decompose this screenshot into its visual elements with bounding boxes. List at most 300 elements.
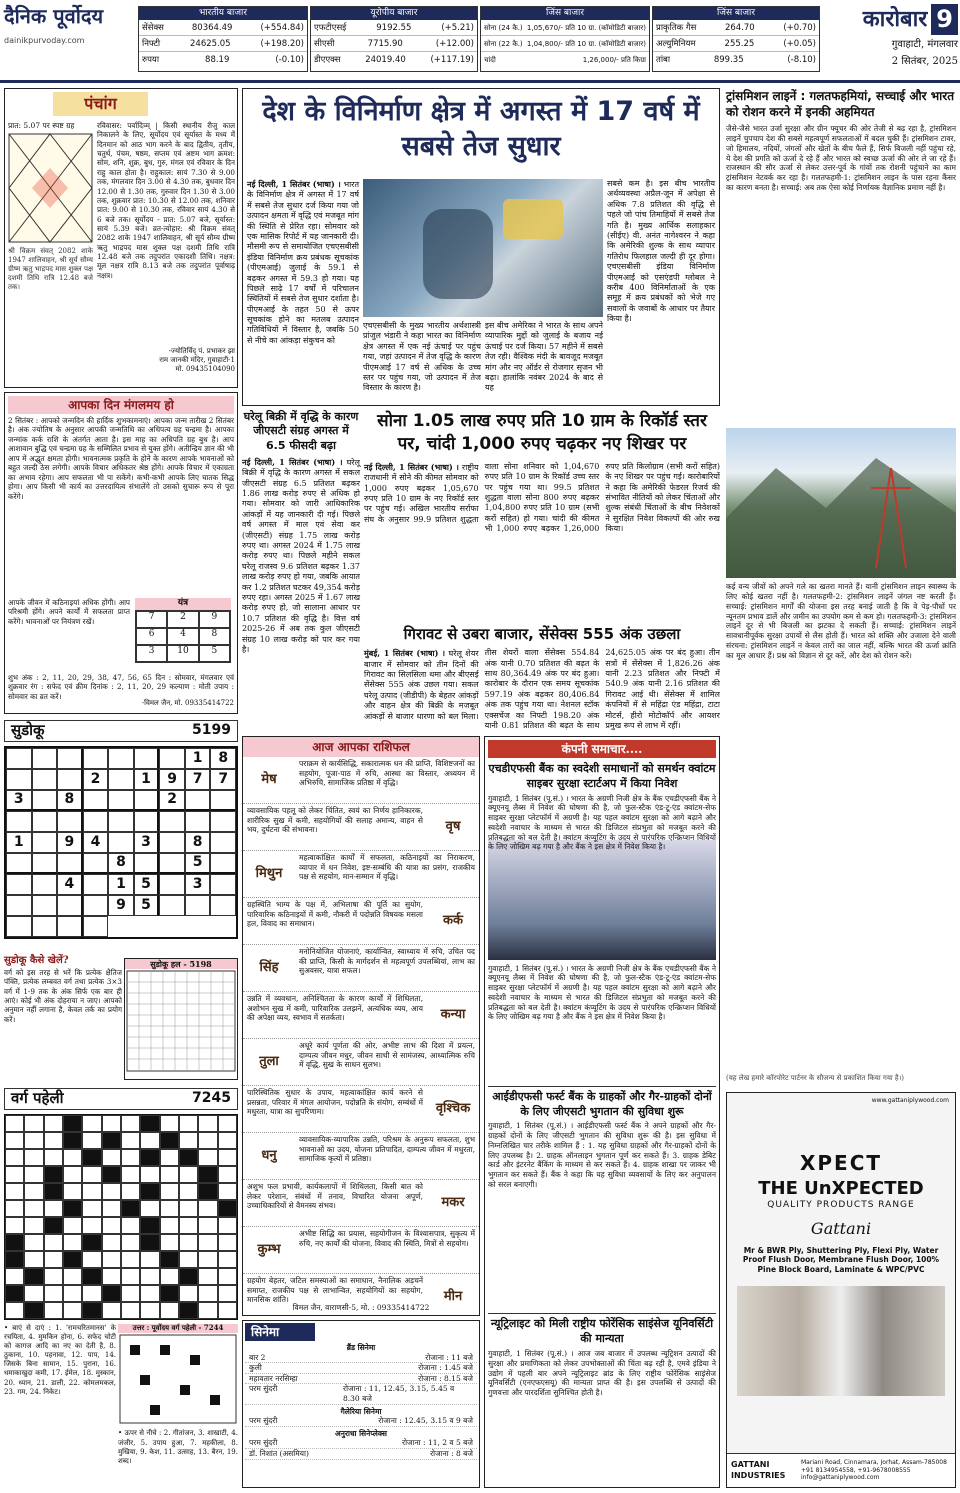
sudoku-cell[interactable]: 8 <box>210 748 236 769</box>
crossword-cell[interactable] <box>121 1149 140 1166</box>
crossword-cell[interactable] <box>198 1149 217 1166</box>
section-name: कारोबार <box>862 6 928 33</box>
rashifal-author: विमल जैन, वाराणसी-5, मो. : 09335414722 <box>292 1303 430 1313</box>
crossword-cell[interactable] <box>121 1285 140 1302</box>
crossword-cell <box>5 1234 24 1251</box>
sudoku-cell[interactable] <box>57 853 83 874</box>
sudoku-cell[interactable] <box>6 874 32 895</box>
sudoku-cell[interactable] <box>32 811 58 832</box>
crossword-cell[interactable] <box>179 1115 198 1132</box>
transmission-story <box>726 88 956 1088</box>
crossword-cell[interactable] <box>160 1183 179 1200</box>
mangal-extra: आपके जीवन में कठिनाइयां अधिक होंगी। आप परिश्रमी होंगे। अपने कार्यों में सफलता प्राप्त करेंगे। भावनाओं पर नियंत्रण रखें। <box>8 598 130 626</box>
crossword-cell[interactable] <box>44 1200 63 1217</box>
crossword-cell[interactable] <box>24 1200 43 1217</box>
rashi-sign-name: मकर <box>441 1194 465 1210</box>
crossword-cell[interactable] <box>5 1200 24 1217</box>
film-time: रोजाना : 11, 12.45, 3.15, 5.45 व 8.30 बजे <box>343 1384 455 1403</box>
crossword-cell[interactable] <box>179 1285 198 1302</box>
mangal-text: 2 सितंबर : आपको जन्मदिन की हार्दिक शुभकामनाएं। आपका जन्म तारीख 2 सितंबर है। अंक ज्योतिष के अनुसार आपकी जन्मतिथि का अधिपत्य ग्रह चन्द्रमा है। आपका जन्मांक कर्क राशि के अंतर्गत आता है। इस माह का अधिपति ग्रह बुध है। आप आशावान बुद्धि एवं चन्द्रमा ग्रह के सम्मिलित प्रभाव से युक्त होंगे। अतीन्द्रिय ज्ञान की भी आप में अद्भुत क्षमता होगी। भावनात्मक प्रकृति के होने के कारण आपके भावनाओं को बहुत जल्दी ठेस लगेगी। आपके विचार अधिकतर श्रेष्ठ होंगे। आपके विचार में एकाग्रता का अभाव रहेगा। आप सफलता भी पा सकेंगे। कभी-कभी आपके लिए घातक सिद्ध होगा। आप किसी भी कार्य का उत्तरदायित्व संभालेंगे तो उसको सुचारू रूप से पूरा करेंगे। <box>8 416 234 501</box>
crossword-cell[interactable] <box>218 1166 237 1183</box>
sudoku-cell[interactable] <box>134 853 160 874</box>
crossword-cell[interactable] <box>63 1217 82 1234</box>
company-text-1b: गुवाहाटी, 1 सितंबर (पू.सं.) । भारत के अग्रणी निजी क्षेत्र के बैंक एचडीएफसी बैंक ने क्यूएनयू लैब्स में निवेश की घोषणा की है, जो फुल-स्टैक एंड-टू-एंड क्वांटम-सेफ साइबर सुरक्षा प्लेटफॉर्म में अग्रणी है। यह पहल क्वांटम सुरक्षा को आगे बढ़ाने और स्वदेशी नवाचार के माध्यम से भारत की डिजिटल संप्रभुता को मजबूत करने की प्रतिबद्धता को बल देती है। क्वांटम कंप्यूटिंग के उदय से पारंपरिक एन्क्रिप्शन विधियों के लिए जोखिम बढ़ गया है और बैंक ने इस क्षेत्र में निवेश किया है। <box>488 963 716 1022</box>
sudoku-solution-title: सुडोकू हल - 5198 <box>125 959 237 969</box>
rashi-sign-name: कुम्भ <box>257 1241 281 1257</box>
crossword-cell[interactable] <box>63 1268 82 1285</box>
sudoku-cell[interactable]: 1 <box>108 874 134 895</box>
crossword-cell[interactable] <box>121 1234 140 1251</box>
crossword-cell[interactable] <box>102 1115 121 1132</box>
crossword-cell[interactable] <box>198 1200 217 1217</box>
sudoku-cell[interactable] <box>108 832 134 853</box>
crossword-cell[interactable] <box>5 1268 24 1285</box>
rashifal-box <box>242 736 480 1316</box>
crossword-cell[interactable] <box>44 1251 63 1268</box>
sudoku-howto <box>4 955 122 1085</box>
sudoku-cell[interactable] <box>134 811 160 832</box>
crossword-cell[interactable] <box>82 1183 101 1200</box>
sudoku-cell[interactable] <box>6 895 32 916</box>
sudoku-cell[interactable] <box>108 769 134 790</box>
crossword-cell[interactable] <box>63 1302 82 1319</box>
market-story <box>364 624 720 734</box>
sudoku-cell[interactable]: 8 <box>108 853 134 874</box>
rashi-row <box>243 898 479 945</box>
crossword-cell[interactable] <box>218 1149 237 1166</box>
sudoku-cell[interactable]: 9 <box>108 895 134 916</box>
ad-website[interactable]: www.gattaniplywood.com <box>871 1097 949 1104</box>
sudoku-cell[interactable] <box>83 790 109 811</box>
sudoku-cell[interactable] <box>32 832 58 853</box>
ad-email[interactable]: info@gattaniplywood.com <box>801 1474 880 1482</box>
sudoku-cell[interactable] <box>159 748 185 769</box>
cinema-film-row <box>245 1384 477 1404</box>
crossword-cell <box>160 1285 179 1302</box>
rashi-sign-name: वृष <box>445 818 461 834</box>
sudoku-cell[interactable] <box>134 790 160 811</box>
crossword-cell <box>160 1251 179 1268</box>
sudoku-cell[interactable]: 9 <box>57 832 83 853</box>
gst-story <box>242 410 360 730</box>
crossword-cell[interactable] <box>121 1302 140 1319</box>
crossword-cell[interactable] <box>140 1302 159 1319</box>
panchang-address: राम जानकी मंदिर, गुवाहाटी-1 <box>159 355 235 364</box>
crossword-cell[interactable] <box>140 1132 159 1149</box>
mangal-author: -विमल जैन, मो. 09335414722 <box>141 699 234 707</box>
crossword-cell[interactable] <box>82 1285 101 1302</box>
crossword-cell <box>63 1132 82 1149</box>
rashi-row <box>243 757 479 804</box>
crossword-cell <box>63 1115 82 1132</box>
crossword-cell[interactable] <box>121 1115 140 1132</box>
sudoku-cell[interactable] <box>6 748 32 769</box>
crossword-cell[interactable] <box>179 1132 198 1149</box>
crossword-cell <box>82 1268 101 1285</box>
crossword-cell[interactable] <box>160 1115 179 1132</box>
crossword-cell[interactable] <box>121 1268 140 1285</box>
rashi-text: उन्नति में व्यवधान, अनिश्चितता के कारण कार्यों में शिथिलता, अशोभन सुख में कमी, पारिवारिक उलझनें, अत्यधिक व्यय, आय की अपेक्षा व्यय, स्वभाव में सतर्कता। <box>247 994 423 1023</box>
crossword-cell[interactable] <box>179 1217 198 1234</box>
sudoku-cell[interactable]: 5 <box>134 895 160 916</box>
sudoku-title: सुडोकू <box>11 721 45 740</box>
sudoku-cell[interactable] <box>134 748 160 769</box>
sudoku-cell[interactable] <box>57 895 83 916</box>
company-box <box>484 736 720 1488</box>
market-title: जिंस बाजार <box>653 7 819 20</box>
crossword-cell[interactable] <box>82 1132 101 1149</box>
crossword-cell[interactable] <box>44 1268 63 1285</box>
crossword-cell[interactable] <box>24 1166 43 1183</box>
crossword-cell[interactable] <box>102 1183 121 1200</box>
sudoku-cell[interactable] <box>83 853 109 874</box>
rashi-text: मनोनियोजित योजनाएं, कार्यान्वित, स्वाध्याय में रुचि, उचित पद की प्राप्ति, किसी के मार्गदर्शन से महत्वपूर्ण उपलब्धियां, लाभ का सुअवसर, यात्रा सफल। <box>299 947 475 976</box>
crossword-cell[interactable] <box>82 1115 101 1132</box>
market-row: अल्युमिनियम 255.25 (+0.05) <box>653 36 819 52</box>
transmission-headline: ट्रांसमिशन लाइनें : गलतफहमियां, सच्चाई और भारत को रोशन करने में इनकी अहमियत <box>726 89 955 120</box>
rashi-row <box>243 1180 479 1227</box>
sudoku-cell[interactable]: 8 <box>185 832 211 853</box>
market-title: जिंस बाजार <box>481 7 649 20</box>
sudoku-cell[interactable] <box>185 895 211 916</box>
cinema-film-row <box>245 1438 477 1449</box>
sudoku-cell[interactable] <box>185 811 211 832</box>
crossword-cell[interactable] <box>5 1183 24 1200</box>
crossword-cell[interactable] <box>140 1268 159 1285</box>
sudoku-cell[interactable] <box>6 769 32 790</box>
crossword-cell <box>198 1183 217 1200</box>
market-row: सोना (24 कै.) 1,05,670/- प्रति 10 ग्रा. (कॉमोडिटी बाजार) <box>481 20 649 36</box>
crossword-cell[interactable] <box>5 1115 24 1132</box>
sudoku-cell[interactable]: 4 <box>57 874 83 895</box>
crossword-cell[interactable] <box>102 1200 121 1217</box>
crossword-cell <box>140 1217 159 1234</box>
ad-line-1: XPECT <box>799 1151 883 1175</box>
sudoku-cell[interactable] <box>57 748 83 769</box>
market-row: सेंसेक्स 80364.49 (+554.84) <box>139 20 307 36</box>
crossword-cell[interactable] <box>102 1302 121 1319</box>
crossword-cell[interactable] <box>5 1217 24 1234</box>
crossword-cell[interactable] <box>24 1251 43 1268</box>
crossword-cell[interactable] <box>218 1302 237 1319</box>
crossword-cell[interactable] <box>24 1234 43 1251</box>
crossword-cell[interactable] <box>121 1166 140 1183</box>
sudoku-cell[interactable] <box>32 853 58 874</box>
sudoku-cell[interactable] <box>32 874 58 895</box>
crossword-clues-down: • ऊपर से नीचे : 2. गीतांजन, 3. शाखाटी, 4. जंजीर, 5. उपाय हुआ, 7. महकीला, 8. मुखिया, 9. केश, 11. उत्साह, 13. बैरन, 19. शब्द। <box>118 1429 238 1465</box>
ad-product-image <box>737 1286 945 1396</box>
crossword-cell[interactable] <box>140 1200 159 1217</box>
gst-dateline: नई दिल्ली, 1 सितंबर (भाषा) । <box>242 456 343 467</box>
crossword-cell[interactable] <box>179 1234 198 1251</box>
crossword-cell[interactable] <box>5 1166 24 1183</box>
sudoku-cell[interactable] <box>32 895 58 916</box>
crossword-cell[interactable] <box>198 1132 217 1149</box>
masthead-site[interactable]: dainikpurvoday.com <box>4 35 85 45</box>
crossword-box <box>4 1088 238 1488</box>
sudoku-cell[interactable] <box>6 811 32 832</box>
crossword-cell[interactable] <box>160 1149 179 1166</box>
market-row: सोना (22 कै.) 1,04,800/- प्रति 10 ग्रा. (कॉमोडिटी बाजार) <box>481 36 649 52</box>
crossword-cell[interactable] <box>218 1132 237 1149</box>
crossword-grid[interactable] <box>4 1114 238 1320</box>
sudoku-cell[interactable] <box>210 832 236 853</box>
crossword-cell <box>198 1166 217 1183</box>
cinema-title: सिनेमा <box>245 1323 315 1341</box>
sudoku-cell[interactable]: 9 <box>159 769 185 790</box>
market-box-commodity <box>480 6 650 72</box>
gold-body <box>364 462 720 610</box>
sudoku-cell[interactable] <box>57 811 83 832</box>
market-body <box>364 648 720 732</box>
gold-text: राष्ट्रीय राजधानी में सोने की कीमत सोमवार को 1,000 रुपए बढ़कर 1,05,670 रुपए प्रति 10 ग्राम के नए रिकॉर्ड स्तर पर पहुंच गई। अखिल भारतीय सर्राफा संघ के अनुसार 99.9 प्रतिशत शुद्धता वाला सोना शनिवार को 1,04,670 रुपए प्रति 10 ग्राम के रिकॉर्ड उच्च स्तर पर पहुंच गया था। 99.5 प्रतिशत शुद्धता वाला सोना 800 रुपए बढ़कर 1,04,800 रुपए प्रति 10 ग्राम (सभी करों सहित) हो गया। चांदी की कीमत भी 1,000 रुपए बढ़कर 1,26,000 रुपए प्रति किलोग्राम (सभी करों सहित) के नए शिखर पर पहुंच गई। कारोबारियों ने कहा कि अमेरिकी फेडरल रिजर्व की संभावित नीतियों को लेकर चिंताओं और शुल्क संबंधी चिंताओं के बीच निवेशकों ने सुरक्षित निवेश विकल्पों की ओर रुख किया। <box>364 461 720 534</box>
sudoku-cell[interactable]: 1 <box>134 769 160 790</box>
sudoku-cell[interactable] <box>159 874 185 895</box>
sudoku-cell[interactable] <box>83 748 109 769</box>
sudoku-box <box>4 720 238 958</box>
sudoku-cell[interactable]: 1 <box>185 748 211 769</box>
crossword-cell[interactable] <box>121 1183 140 1200</box>
crossword-cell <box>102 1132 121 1149</box>
crossword-cell[interactable] <box>198 1268 217 1285</box>
sudoku-cell[interactable]: 8 <box>57 790 83 811</box>
crossword-cell[interactable] <box>82 1251 101 1268</box>
rashi-sign-name: कर्क <box>443 912 463 928</box>
rashifal-list <box>243 757 479 1321</box>
yantra <box>135 598 231 670</box>
sudoku-cell[interactable]: 1 <box>6 832 32 853</box>
company-headline-3: न्यूट्रिलाइट को मिली राष्ट्रीय फोरेंसिक साइंसेज यूनिवर्सिटी की मान्यता <box>488 1313 716 1347</box>
yantra-cell: 10 <box>167 645 198 662</box>
crossword-cell[interactable] <box>179 1251 198 1268</box>
sudoku-cell[interactable]: 5 <box>134 874 160 895</box>
gattani-ad[interactable] <box>726 1092 956 1488</box>
lead-col-1-text: भारत के विनिर्माण क्षेत्र में अगस्त में 17 वर्ष में सबसे तेज सुधार दर्ज किया गया जो उत्पादन क्षमता में वृद्धि एवं मजबूत मांग की स्थिति से प्रेरित रहा। सोमवार को एक मासिक रिपोर्ट में यह जानकारी दी। मौसमी रूप से समायोजित एचएसबीसी इंडिया विनिर्माण क्रय प्रबंधक सूचकांक (पीएमआई) जुलाई के 59.1 से बढ़कर अगस्त में 59.3 हो गया। यह पिछले साढ़े 17 वर्षों में परिचालन स्थितियों में सबसे तेज सुधार दर्शाता है। पीएमआई के तहत 50 से ऊपर सूचकांक होने का मतलब उत्पादन गतिविधियों में विस्तार है, जबकि 50 से नीचे का आंकड़ा संकुचन को <box>247 180 360 345</box>
crossword-cell[interactable] <box>63 1285 82 1302</box>
crossword-cell[interactable] <box>198 1217 217 1234</box>
sudoku-cell[interactable] <box>210 853 236 874</box>
sudoku-cell[interactable]: 7 <box>210 769 236 790</box>
crossword-cell[interactable] <box>160 1302 179 1319</box>
rashi-sign-name: मिथुन <box>255 865 283 881</box>
lead-col-3: इस बीच अमेरिका ने भारत के साथ अपने व्यापारिक मुद्दों को जुलाई के बजाय नई ऊंचाई पर दर्ज किया। 57 महीने में सबसे तेज रही। वैश्विक मंदी के बावजूद मजबूत मांग और नए ऑर्डर से रोजगार सृजन भी बढ़ा। हालांकि नवंबर 2024 के बाद से यह <box>485 321 603 393</box>
sudoku-cell[interactable] <box>108 811 134 832</box>
crossword-cell[interactable] <box>218 1285 237 1302</box>
sudoku-grid[interactable] <box>4 746 238 939</box>
market-row: रुपया 88.19 (-0.10) <box>142 55 304 65</box>
transmission-text-2: कई वन्य जीवों को अपने गले का खतरा मानते हैं। यानी ट्रांसमिशन लाइन स्वास्थ्य के लिए कोई खतरा नहीं है। गलतफहमी-2: ट्रांसमिशन लाइनें जंगल नष्ट करती हैं। सच्चाई: ट्रांसमिशन मार्गों की योजना इस तरह बनाई जाती है कि वे पेड़-पौधों पर न्यूनतम प्रभाव डालें और जमीन का उपयोग कम से कम हो। गलतफहमी-3: ट्रांसमिशन लाइनें दूर से भी बिजली का झटका दे सकती हैं। सच्चाई: ट्रांसमिशन लाइनें सावधानीपूर्वक सुरक्षा उपायों से लैस होती हैं। भारत को शक्ति और उजाला देने वाली संरचना: ट्रांसमिशन लाइनें न केवल तारों का जाल नहीं, बल्कि भारत की ऊर्जा क्रांति का मूल आधार हैं। प्रश्न को विज्ञान से दूर करें, और देश को रोशन करें। <box>726 582 956 660</box>
sudoku-cell[interactable] <box>57 769 83 790</box>
crossword-cell[interactable] <box>82 1200 101 1217</box>
crossword-cell[interactable] <box>198 1115 217 1132</box>
crossword-cell[interactable] <box>82 1166 101 1183</box>
sudoku-cell[interactable] <box>210 895 236 916</box>
crossword-cell[interactable] <box>102 1217 121 1234</box>
crossword-cell[interactable] <box>198 1234 217 1251</box>
crossword-cell[interactable] <box>160 1200 179 1217</box>
rashi-text: ग्रहयोग बेहतर, जटिल समस्याओं का समाधान, नैनालिक अड़चनें समाप्त, राजकीय पक्ष से लाभान्वित, सहयोगियों का सहयोग, मानसिक शांति। <box>247 1276 423 1305</box>
sudoku-cell[interactable] <box>83 895 109 916</box>
crossword-cell[interactable] <box>160 1217 179 1234</box>
sudoku-cell[interactable] <box>210 874 236 895</box>
sudoku-howto-title: सुडोकू कैसे खेलें? <box>4 955 69 966</box>
crossword-cell[interactable] <box>218 1183 237 1200</box>
film-time: रोजाना : 8 बजे <box>430 1448 473 1458</box>
crossword-cell[interactable] <box>82 1217 101 1234</box>
film-time: रोजाना : 11 बजे <box>425 1352 473 1362</box>
crossword-cell[interactable] <box>5 1132 24 1149</box>
crossword-cell[interactable] <box>218 1234 237 1251</box>
sudoku-cell[interactable]: 5 <box>185 853 211 874</box>
crossword-cell[interactable] <box>140 1251 159 1268</box>
mangal-box <box>4 392 238 714</box>
sudoku-cell[interactable] <box>83 874 109 895</box>
crossword-cell[interactable] <box>24 1285 43 1302</box>
crossword-cell[interactable] <box>160 1268 179 1285</box>
sudoku-cell[interactable]: 3 <box>185 874 211 895</box>
crossword-cell <box>44 1217 63 1234</box>
sudoku-number: 5199 <box>192 722 231 739</box>
crossword-cell[interactable] <box>140 1166 159 1183</box>
crossword-cell[interactable] <box>218 1217 237 1234</box>
film-time: रोजाना : 11, 2 व 5 बजे <box>402 1438 473 1448</box>
sudoku-howto-text: वर्ग को इस तरह से भरें कि प्रत्येक क्षैतिज पंक्ति, प्रत्येक लम्बवत वर्ग तथा प्रत्येक 3×3 वर्ग में 1-9 तक के अंक सिर्फ एक बार ही आएं। कोई भी अंक दोहराया न जाए। आपको अनुमान नहीं लगाना है, केवल तर्क का प्रयोग करें। <box>4 967 122 1024</box>
sudoku-cell[interactable] <box>32 790 58 811</box>
crossword-cell[interactable] <box>102 1268 121 1285</box>
crossword-cell[interactable] <box>63 1149 82 1166</box>
sudoku-cell[interactable] <box>159 832 185 853</box>
sudoku-cell[interactable] <box>108 748 134 769</box>
company-text-3: गुवाहाटी, 1 सितंबर (पू.सं.) । आज जब बाजार में उपलब्ध न्यूट्रिशन उत्पादों की सुरक्षा और प्रमाणिकता को लेकर उपभोक्ताओं की चिंता बढ़ रही है, एमवे इंडिया ने उद्योग में पहली बार अपने न्यूट्रिलाइट ब्रांड के लिए राष्ट्रीय फोरेंसिक साइंसेज यूनिवर्सिटी (एनएफएसयू) की मान्यता प्राप्त की है। इस उपलब्धि से उत्पादों की गुणवत्ता और पारदर्शिता सुनिश्चित होती है। <box>488 1349 716 1398</box>
sudoku-cell[interactable] <box>108 790 134 811</box>
crossword-cell <box>121 1200 140 1217</box>
crossword-cell[interactable] <box>121 1132 140 1149</box>
crossword-cell[interactable] <box>198 1251 217 1268</box>
panchang-time: प्रात: 5.07 पर स्पष्ट ग्रह <box>8 121 75 130</box>
crossword-cell[interactable] <box>44 1302 63 1319</box>
crossword-cell <box>24 1268 43 1285</box>
crossword-cell[interactable] <box>63 1183 82 1200</box>
sudoku-cell[interactable] <box>210 790 236 811</box>
lead-dateline: नई दिल्ली, 1 सितंबर (भाषा) । <box>247 179 341 189</box>
crossword-cell <box>5 1251 24 1268</box>
cinema-film-row <box>245 1416 477 1427</box>
rashi-sign-name: मेष <box>261 771 277 787</box>
rashi-sign-name: कन्या <box>440 1006 466 1022</box>
sudoku-cell[interactable] <box>159 811 185 832</box>
sudoku-cell[interactable]: 3 <box>6 790 32 811</box>
gold-story <box>364 410 720 622</box>
panchang-title: पंचांग <box>53 92 148 116</box>
yantra-cell: 3 <box>136 645 167 662</box>
sudoku-cell[interactable] <box>6 916 32 937</box>
sudoku-cell[interactable]: 4 <box>83 832 109 853</box>
crossword-cell[interactable] <box>63 1234 82 1251</box>
crossword-cell[interactable] <box>179 1166 198 1183</box>
sudoku-cell[interactable] <box>32 916 58 937</box>
sudoku-cell[interactable] <box>32 748 58 769</box>
market-row: सीएसी 7715.90 (+12.00) <box>311 36 477 52</box>
panchang-mobile: मो. 09435104090 <box>175 364 235 373</box>
crossword-cell[interactable] <box>218 1115 237 1132</box>
rashi-row <box>243 804 479 851</box>
crossword-cell[interactable] <box>24 1183 43 1200</box>
market-row: डीएएक्स 24019.40 (+117.19) <box>314 55 474 65</box>
sudoku-cell[interactable]: 2 <box>159 790 185 811</box>
crossword-cell[interactable] <box>5 1302 24 1319</box>
crossword-cell[interactable] <box>121 1217 140 1234</box>
sudoku-cell[interactable] <box>83 811 109 832</box>
cinema-film-row <box>245 1449 477 1460</box>
crossword-cell <box>82 1302 101 1319</box>
crossword-cell[interactable] <box>179 1200 198 1217</box>
sudoku-cell[interactable]: 7 <box>185 769 211 790</box>
cinema-hall: अनुराधा सिनेप्लेक्स <box>335 1428 387 1438</box>
crossword-cell[interactable] <box>102 1149 121 1166</box>
crossword-cell[interactable] <box>24 1115 43 1132</box>
sudoku-cell[interactable] <box>32 769 58 790</box>
crossword-cell[interactable] <box>44 1115 63 1132</box>
crossword-cell[interactable] <box>102 1251 121 1268</box>
crossword-cell[interactable] <box>198 1302 217 1319</box>
crossword-cell[interactable] <box>44 1234 63 1251</box>
crossword-cell[interactable] <box>198 1285 217 1302</box>
crossword-cell[interactable] <box>218 1268 237 1285</box>
ad-phone: +91 8134954558, +91-9678008555 <box>801 1466 911 1474</box>
sudoku-cell[interactable] <box>6 853 32 874</box>
ad-brand: Gattani <box>810 1219 872 1239</box>
crossword-cell[interactable] <box>102 1234 121 1251</box>
crossword-cell[interactable] <box>44 1285 63 1302</box>
sudoku-cell[interactable]: 2 <box>83 769 109 790</box>
market-row: तांबा 899.35 (-8.10) <box>656 55 816 65</box>
crossword-cell[interactable] <box>121 1251 140 1268</box>
sudoku-cell[interactable] <box>185 790 211 811</box>
company-headline-1: एचडीएफसी बैंक का स्वदेशी समाधानों को समर्थन क्वांटम साइबर सुरक्षा स्टार्टअप में किया निवेश <box>488 762 716 790</box>
crossword-cell[interactable] <box>63 1166 82 1183</box>
panchang-author-name: -ज्योतिर्विद् पं. प्रभाकर झा <box>168 347 235 355</box>
crossword-cell[interactable] <box>24 1217 43 1234</box>
film-name: परम सुंदरी <box>249 1438 278 1448</box>
crossword-cell[interactable] <box>44 1132 63 1149</box>
masthead <box>4 4 134 74</box>
rashi-row <box>243 1086 479 1133</box>
sudoku-cell[interactable] <box>210 811 236 832</box>
cinema-hall: गैलेरिया सिनेमा <box>340 1406 382 1416</box>
crossword-cell[interactable] <box>218 1251 237 1268</box>
crossword-cell[interactable] <box>44 1149 63 1166</box>
crossword-cell[interactable] <box>140 1285 159 1302</box>
crossword-cell[interactable] <box>24 1132 43 1149</box>
crossword-cell <box>140 1149 159 1166</box>
rashi-row <box>243 945 479 992</box>
crossword-cell[interactable] <box>5 1149 24 1166</box>
crossword-cell[interactable] <box>160 1166 179 1183</box>
cinema-film-row <box>245 1374 477 1385</box>
yantra-cell: 8 <box>199 628 230 645</box>
crossword-cell[interactable] <box>24 1149 43 1166</box>
crossword-cell[interactable] <box>179 1183 198 1200</box>
sudoku-cell[interactable] <box>57 916 83 937</box>
rashi-row <box>243 1274 479 1321</box>
sudoku-cell[interactable]: 3 <box>134 832 160 853</box>
cinema-hall: ब्रैंड सिनेमा <box>346 1343 376 1352</box>
crossword-cell[interactable] <box>160 1234 179 1251</box>
sudoku-cell[interactable] <box>159 895 185 916</box>
sudoku-cell[interactable] <box>83 916 109 937</box>
crossword-cell <box>102 1285 121 1302</box>
sudoku-cell[interactable] <box>159 853 185 874</box>
